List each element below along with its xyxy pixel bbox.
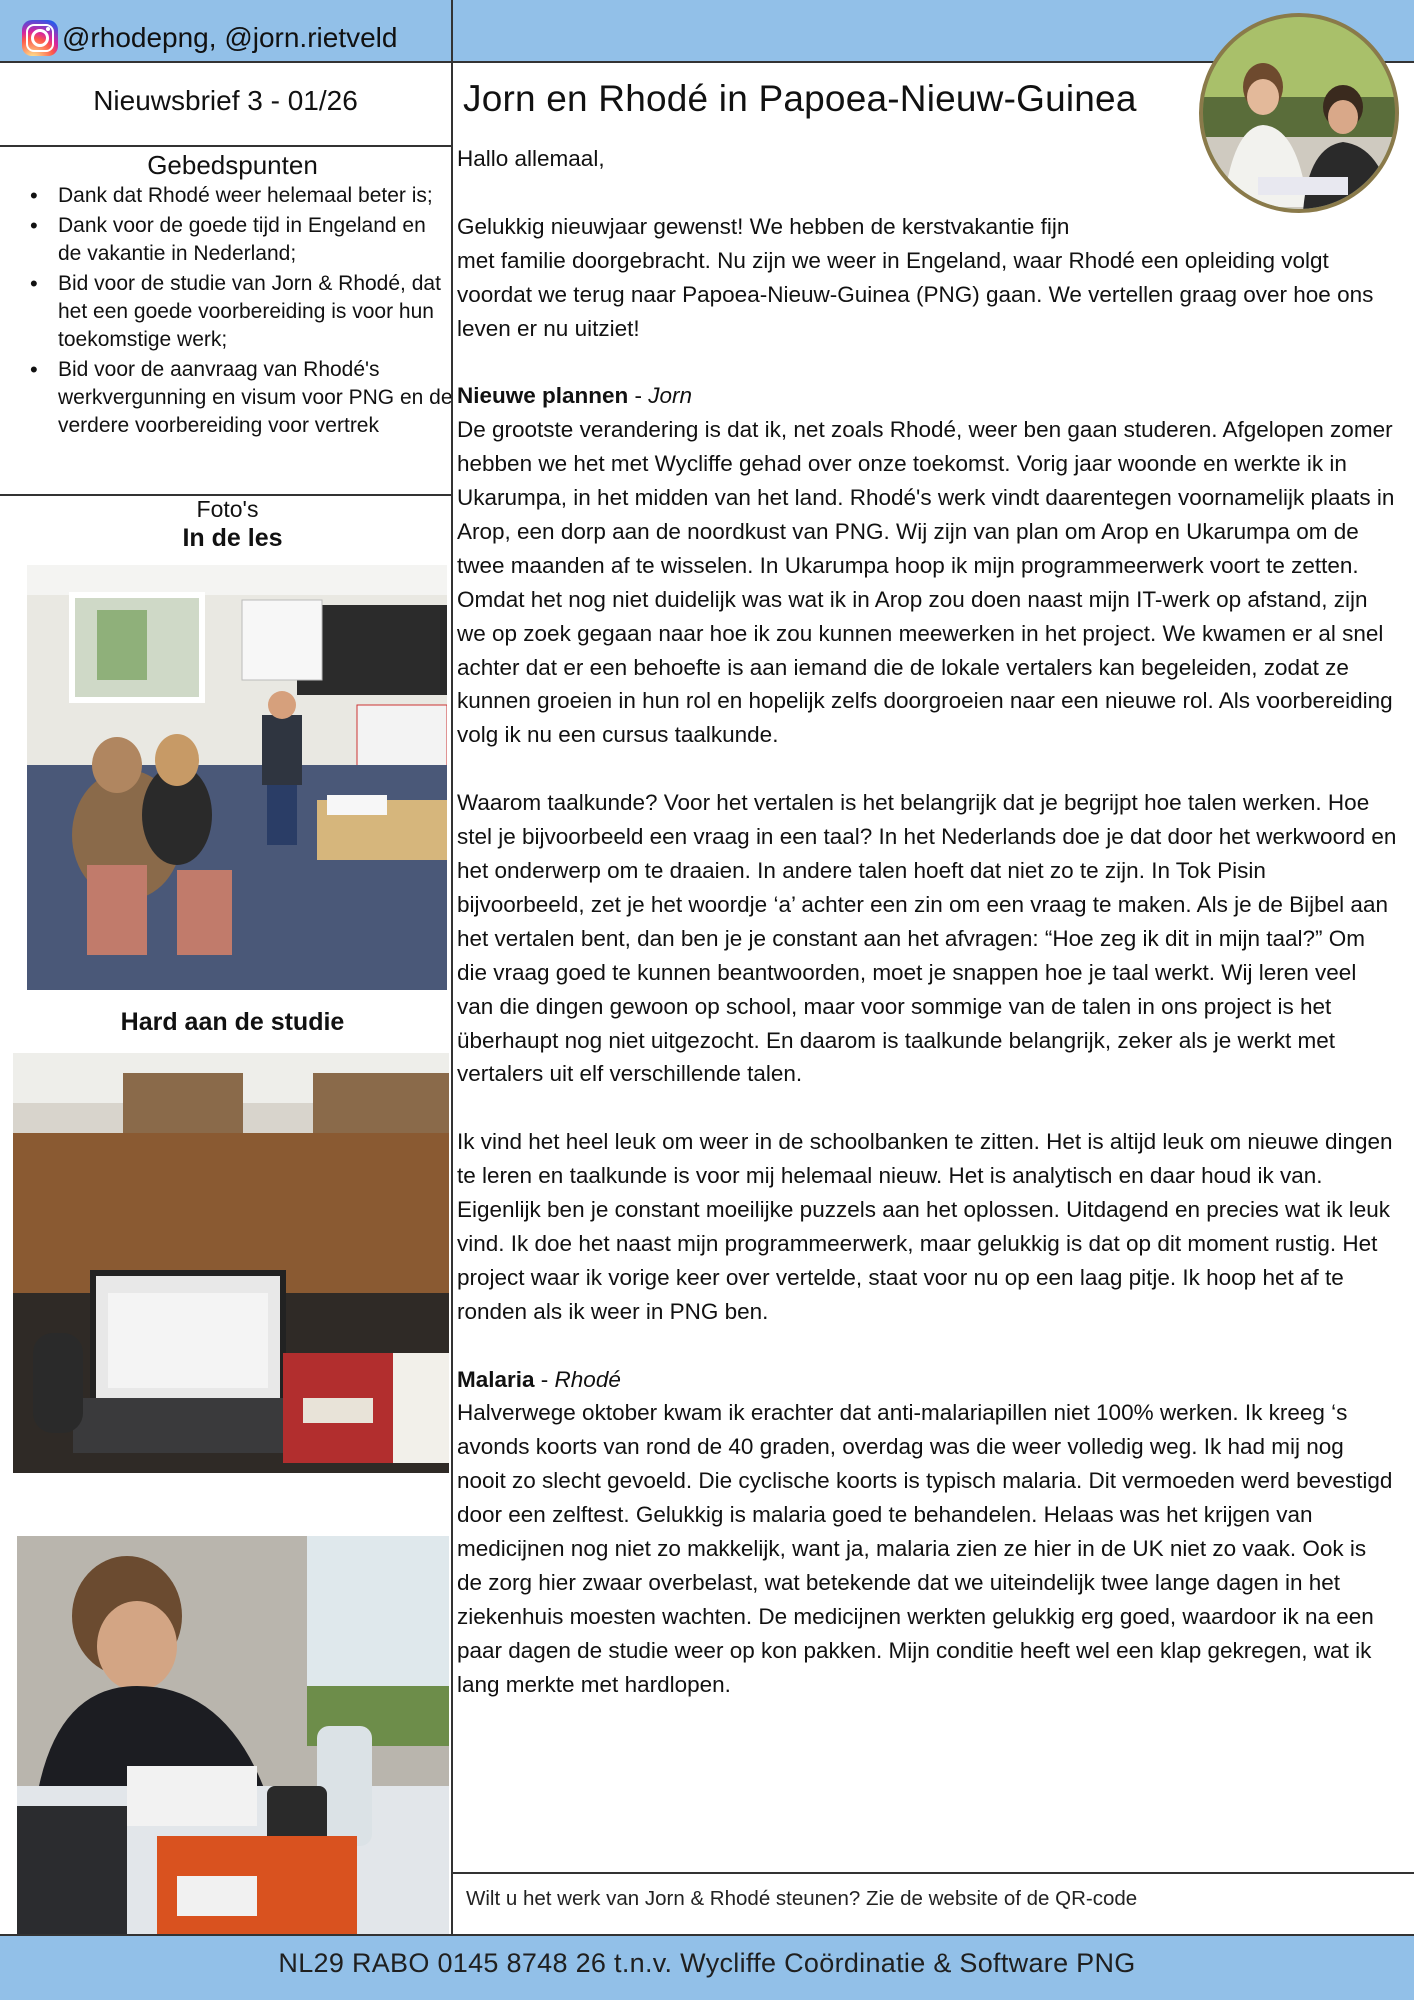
paragraph: Waarom taalkunde? Voor het vertalen is het belangrijk dat je begrijpt hoe talen werken. Hoe stel je bijvoorbeeld een vraag in een taal? In het Nederlands doe je dat door het werkwoord en het onderwerp om te draaien. In andere talen hoeft dat niet zo te zijn. In Tok Pisin bijvoorbeeld, zet je het woordje ‘a’ achter een zin om een vraag te maken. Als je de Bijbel aan het vertalen bent, dan ben je je constant aan het afvragen: “Hoe zeg ik dit in mijn taal?” Om die vraag goed te kunnen beantwoorden, moet je snappen hoe je taal werkt. Wij leren veel van die dingen gewoon op school, maar voor sommige van de talen in ons project is het überhaupt nog niet uitgezocht. En daarom is taalkunde belangrijk, zeker als je werkt met vertalers uit elf verschillende talen. — [457, 790, 1397, 1087]
section-heading-plans — [457, 379, 1397, 413]
section-author: Jorn — [648, 383, 693, 409]
instagram-handle[interactable] — [22, 20, 397, 56]
heading-dash: - — [628, 383, 649, 409]
prayer-list — [28, 182, 453, 442]
paragraph: Ik vind het heel leuk om weer in de schoolbanken te zitten. Het is altijd leuk om nieuwe dingen te leren en taalkunde is voor mij helemaal nieuw. Het is analytisch en daar houd ik van. Eigenlijk ben je constant moeilijke puzzels aan het oplossen. Uitdagend en precies wat ik leuk vind. Ik doe het naast mijn programmeerwerk, maar gelukkig is dat op dit moment rustig. Het project waar ik vorige keer over vertelde, staat voor nu op een laag pitje. Ik hoop het af te ronden als ik weer in PNG ben. — [457, 1129, 1393, 1324]
section-title: Nieuwe plannen — [457, 383, 629, 409]
photo-caption-study: Hard aan de studie — [120, 1008, 345, 1036]
photos-label: Foto's — [196, 496, 259, 522]
intro-first-line: Gelukkig nieuwjaar gewenst! We hebben de kerstvakantie fijn — [457, 213, 1070, 239]
paragraph: De grootste verandering is dat ik, net zoals Rhodé, weer ben gaan studeren. Afgelopen zomer hebben we het met Wycliffe gehad over onze toekomst. Vorig jaar woonde en werkte ik in Ukarumpa, in het midden van het land. Rhodé's werk vindt daarentegen voornamelijk plaats in Arop, een dorp aan de noordkust van PNG. Wij zijn van plan om Arop en Ukarumpa om de twee maanden af te wisselen. In Ukarumpa hoop ik mijn programmeerwerk voort te zetten. Omdat het nog niet duidelijk was wat ik in Arop zou doen naast mijn IT-werk op afstand, zijn we op zoek gegaan naar hoe ik zou kunnen meewerken in het project. We kwamen er al snel achter dat er een behoefte is aan iemand die de lokale vertalers kan begeleiden, zodat ze kunnen groeien in hun rol en hopelijk zelfs doorgroeien naar een nieuwe rol. Als voorbereiding volg ik nu een cursus taalkunde. — [457, 417, 1395, 748]
intro-paragraph: met familie doorgebracht. Nu zijn we weer in Engeland, waar Rhodé een opleiding volgt voordat we terug naar Papoea-Nieuw-Guinea (PNG) gaan. We vertellen graag over hoe ons leven er nu uitziet! — [457, 247, 1374, 341]
issue-divider — [0, 145, 452, 147]
heading-dash: - — [534, 1366, 555, 1392]
support-note: Wilt u het werk van Jorn & Rhodé steunen? Zie de website of de QR-code — [466, 1887, 1138, 1910]
prayer-item: • Bid voor de studie van Jorn & Rhodé, dat het een goede voorbereiding is voor hun toekomstige werk; — [28, 270, 453, 354]
article-divider — [452, 1872, 1414, 1874]
greeting: Hallo allemaal, — [457, 146, 605, 171]
section-title: Malaria — [457, 1366, 535, 1392]
photo-caption-class: In de les — [182, 524, 283, 552]
page-title: Jorn en Rhodé in Papoea-Nieuw-Guinea — [463, 78, 1137, 119]
laptop-photo — [13, 1053, 449, 1473]
header-divider — [0, 61, 1414, 63]
issue-label: Nieuwsbrief 3 - 01/26 — [93, 85, 358, 116]
bank-details: NL29 RABO 0145 8748 26 t.n.v. Wycliffe Coördinatie & Software PNG — [278, 1948, 1136, 1978]
paragraph: Halverwege oktober kwam ik erachter dat anti-malariapillen niet 100% werken. Ik kreeg ‘s avonds koorts van rond de 40 graden, overdag was die weer volledig weg. Ik had mij nog nooit zo slecht gevoeld. Die cyclische koorts is typisch malaria. Dit vermoeden werd bevestigd door een zelftest. Gelukkig is malaria goed te behandelen. Helaas was het krijgen van medicijnen nog niet zo makkelijk, want ja, malaria zien ze hier in de UK niet zo vaak. Ook is de zorg hier zwaar overbelast, wat betekende dat we uiteindelijk twee lange dagen in het ziekenhuis moesten wachten. De medicijnen werkten gelukkig erg goed, waardoor ik na een paar dagen de studie weer op kon pakken. Mijn conditie heeft wel een klap gekregen, wat ik lang merkte met hardlopen. — [457, 1400, 1393, 1697]
section-author: Rhodé — [554, 1366, 621, 1392]
classroom-photo — [27, 565, 447, 990]
instagram-icon — [22, 20, 58, 56]
footer-band — [0, 1934, 1414, 2000]
section-heading-malaria — [457, 1363, 1397, 1397]
article — [457, 142, 1397, 1702]
prayer-item: • Dank dat Rhodé weer helemaal beter is; — [28, 182, 453, 210]
instagram-handles: @rhodepng, @jorn.rietveld — [62, 22, 398, 53]
prayer-item: • Bid voor de aanvraag van Rhodé's werkvergunning en visum voor PNG en de verdere voorbereiding voor vertrek — [28, 356, 453, 440]
prayer-item: • Dank voor de goede tijd in Engeland en de vakantie in Nederland; — [28, 212, 453, 268]
studying-photo — [17, 1536, 449, 1934]
prayer-title: Gebedspunten — [147, 150, 318, 180]
